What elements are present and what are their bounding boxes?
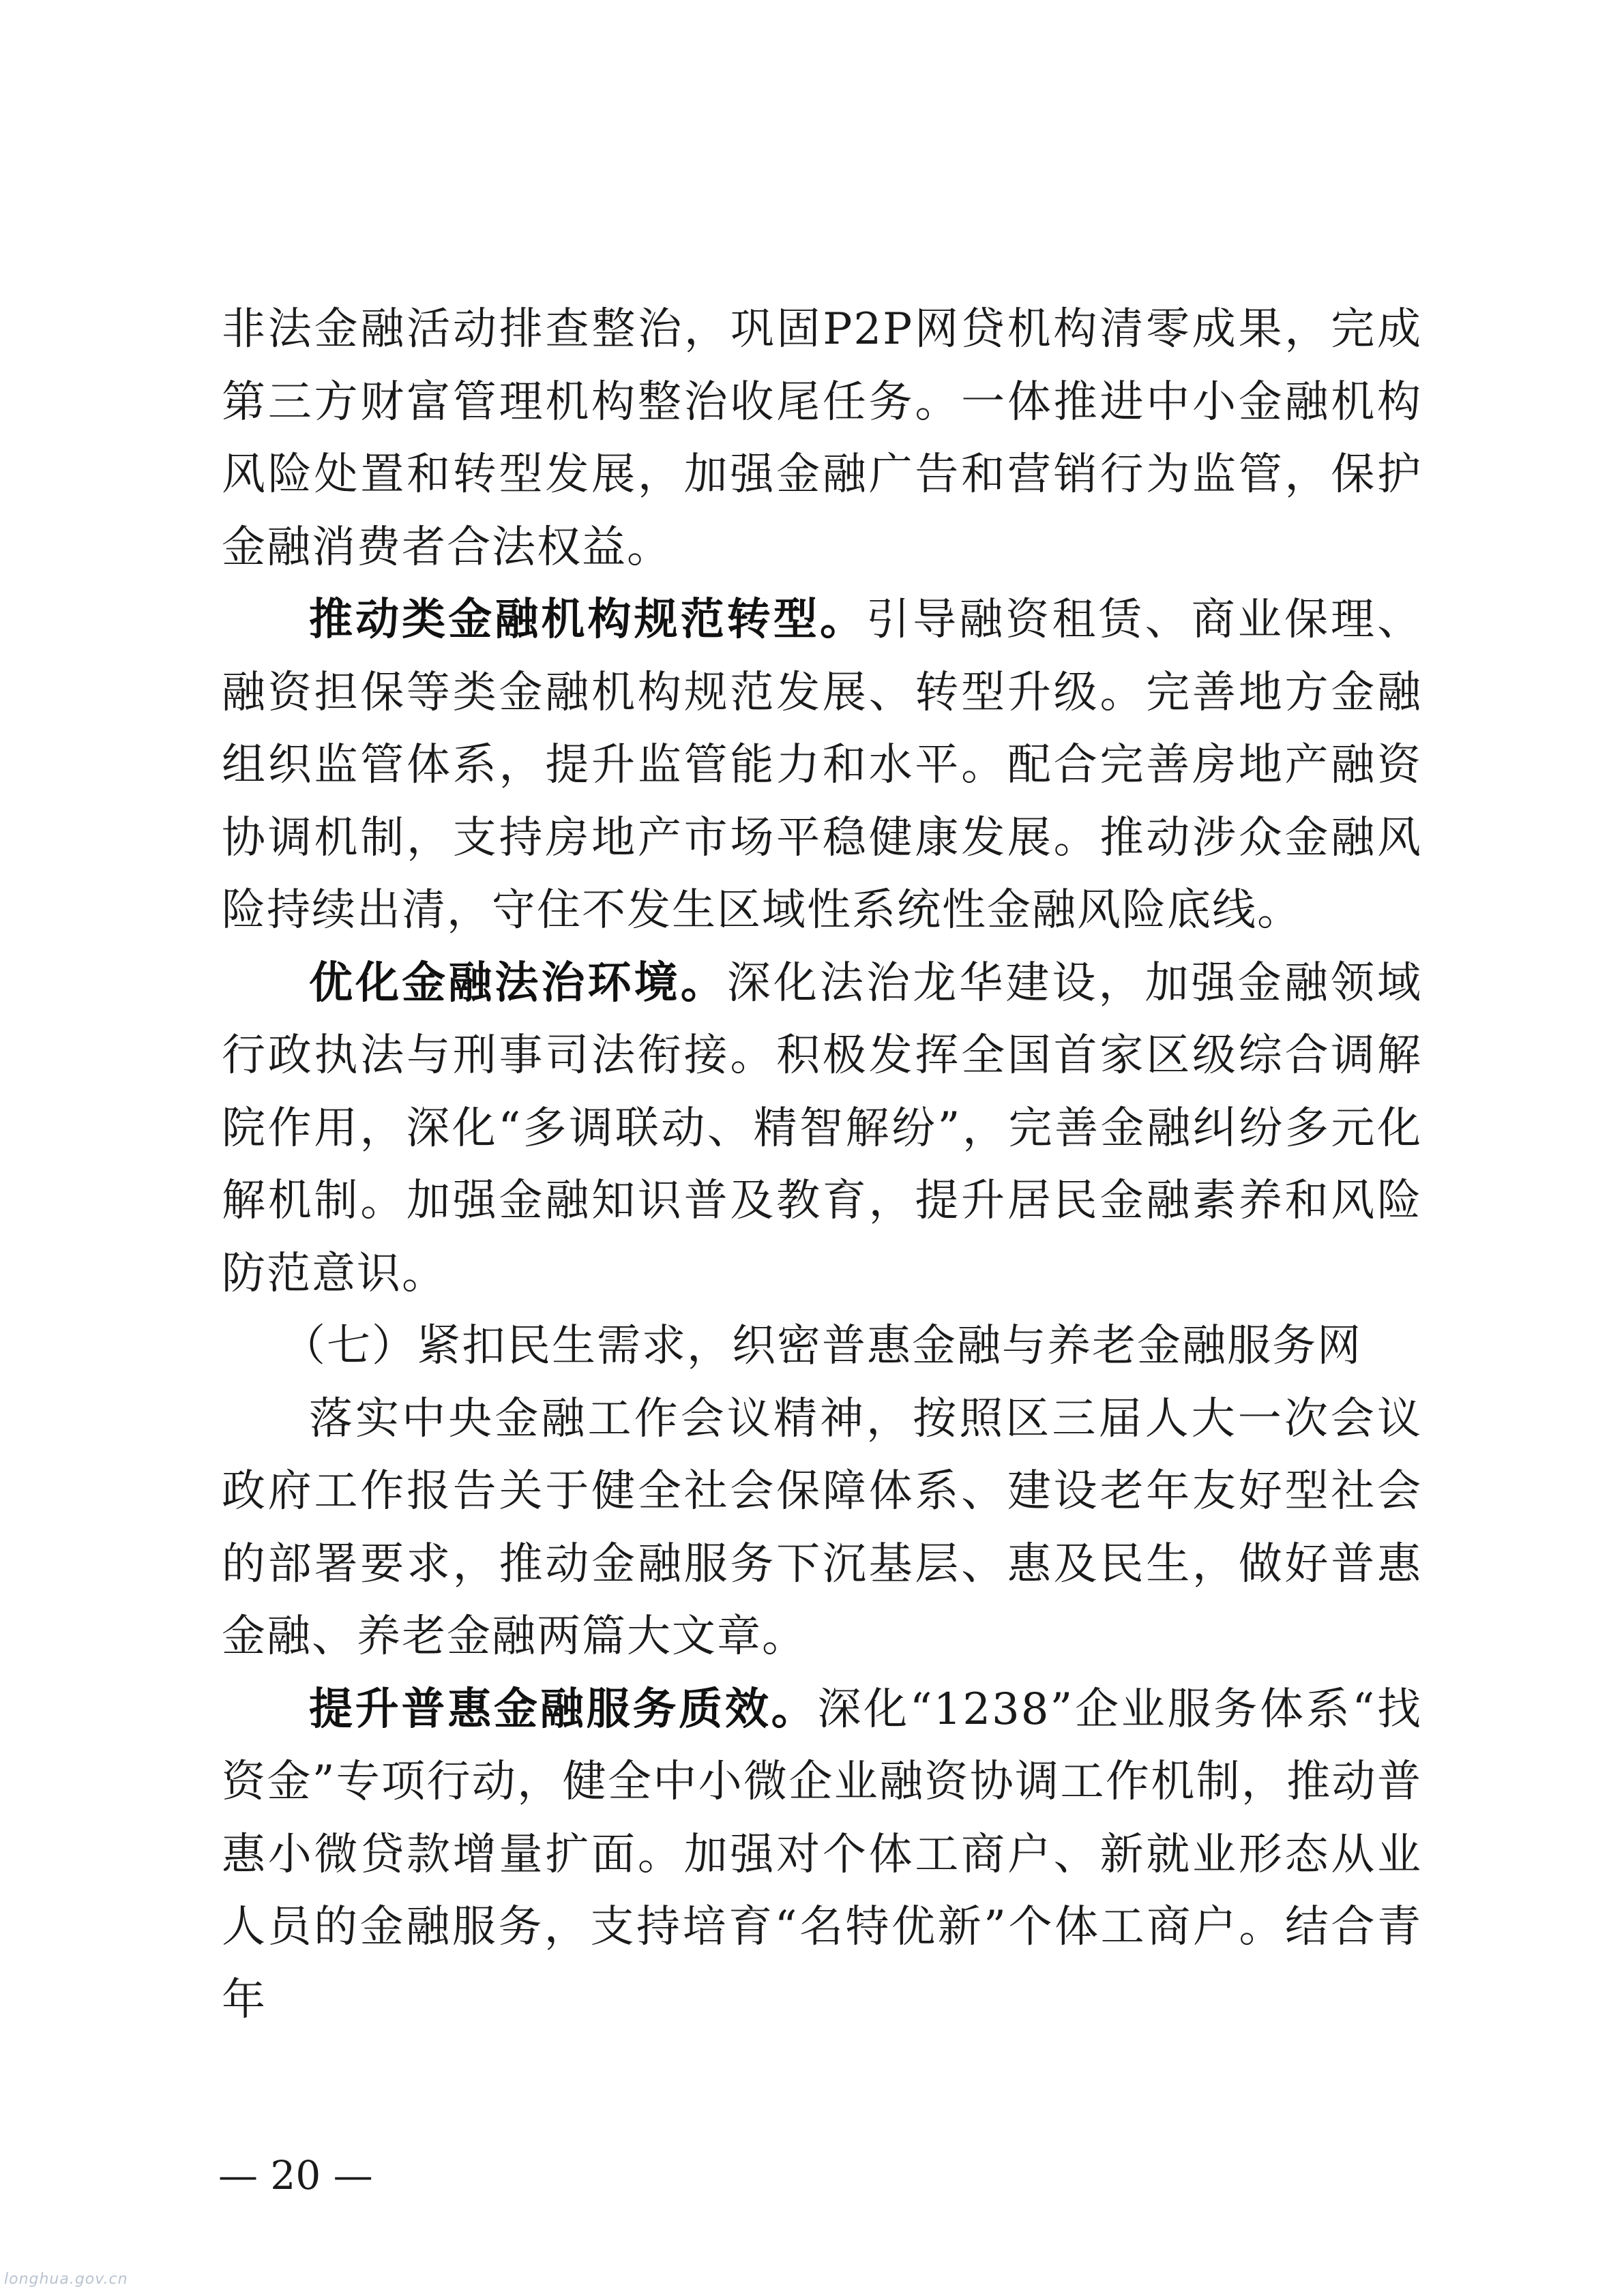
paragraph-lead: 推动类金融机构规范转型。 (309, 594, 867, 645)
paragraph-inclusive-finance (222, 1673, 1422, 2037)
paragraph-continued (222, 293, 1422, 584)
paragraph-financial-institutions (222, 584, 1422, 947)
watermark: longhua.gov.cn (4, 2271, 128, 2288)
section-heading: （七）紧扣民生需求，织密普惠金融与养老金融服务网 (282, 1321, 1362, 1371)
paragraph-text: 引导融资租赁、商业保理、融资担保等类金融机构规范发展、转型升级。完善地方金融组织监管体系，提升监管能力和水平。配合完善房地产融资协调机制，支持房地产市场平稳健康发展。推动涉众金融风险持续出清，守住不发生区域性系统性金融风险底线。 (222, 595, 1423, 936)
paragraph-legal-environment (222, 947, 1422, 1311)
paragraph-lead: 优化金融法治环境。 (309, 957, 727, 1009)
paragraph-lead: 提升普惠金融服务质效。 (309, 1683, 818, 1735)
paragraph-text: 非法金融活动排查整治，巩固P2P网贷机构清零成果，完成第三方财富管理机构整治收尾任务。一体推进中小金融机构风险处置和转型发展，加强金融广告和营销行为监管，保护金融消费者合法权益。 (222, 304, 1422, 573)
paragraph-section-intro (222, 1383, 1422, 1673)
paragraph-text: 落实中央金融工作会议精神，按照区三届人大一次会议政府工作报告关于健全社会保障体系、建设老年友好型社会的部署要求，推动金融服务下沉基层、惠及民生，做好普惠金融、养老金融两篇大文章。 (222, 1393, 1422, 1662)
document-body (222, 293, 1422, 2036)
paragraph-text: 深化“1238”企业服务体系“找资金”专项行动，健全中小微企业融资协调工作机制，推动普惠小微贷款增量扩面。加强对个体工商户、新就业形态从业人员的金融服务，支持培育“名特优新”个体工商户。结合青年 (222, 1684, 1423, 2025)
paragraph-text: 深化法治龙华建设，加强金融领域行政执法与刑事司法衔接。积极发挥全国首家区级综合调解院作用，深化“多调联动、精智解纷”，完善金融纠纷多元化解机制。加强金融知识普及教育，提升居民金融素养和风险防范意识。 (222, 957, 1423, 1299)
page-number: — 20 — (218, 2152, 373, 2198)
